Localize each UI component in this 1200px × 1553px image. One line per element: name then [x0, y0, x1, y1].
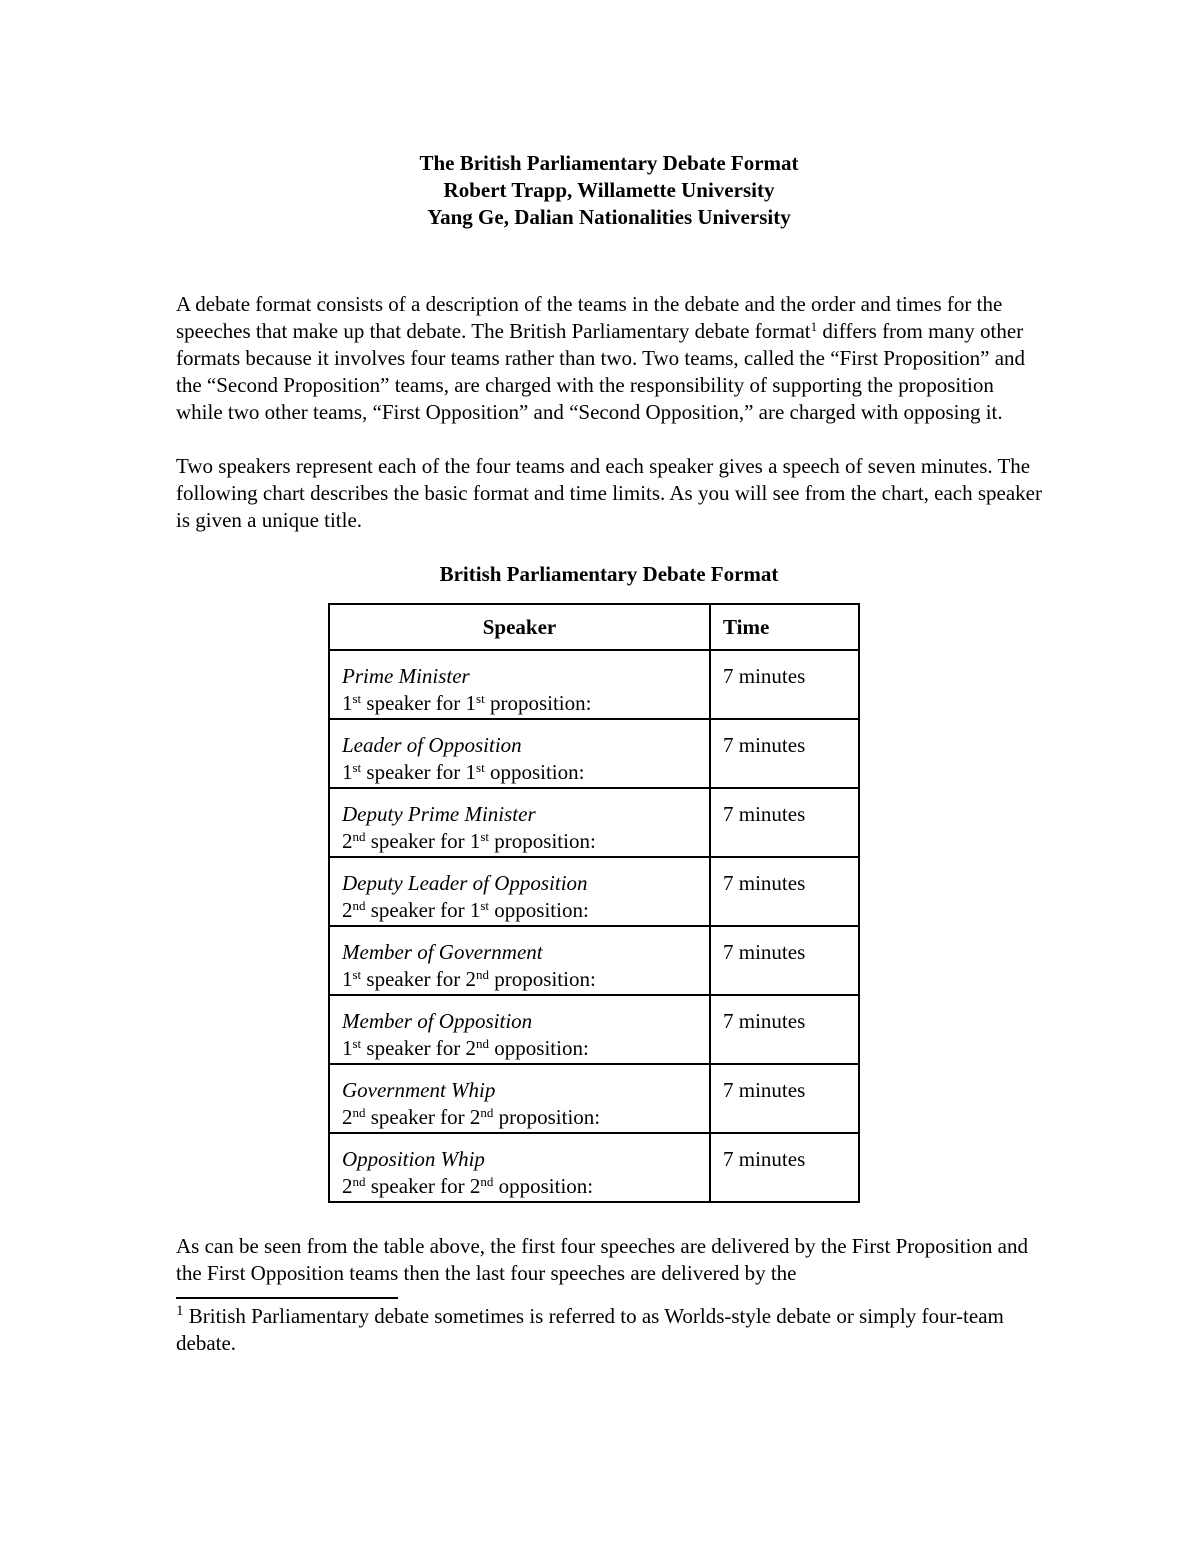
- speaker-order: 1: [342, 760, 353, 784]
- speaker-order: 2: [342, 898, 353, 922]
- speaker-for: speaker for: [361, 967, 466, 991]
- speaker-role: Member of Opposition: [342, 1009, 533, 1033]
- ordinal-suffix: st: [476, 691, 485, 706]
- team-order: 2: [469, 1174, 481, 1198]
- time-column-header: Time: [710, 604, 859, 650]
- speaker-order: 1: [342, 691, 353, 715]
- time-cell: 7 minutes: [710, 650, 859, 719]
- speaker-order: 2: [342, 1105, 353, 1129]
- speaker-for: speaker for: [365, 829, 470, 853]
- team-order: 1: [469, 829, 481, 853]
- speaker-for: speaker for: [361, 760, 466, 784]
- table-row: [329, 1064, 859, 1133]
- author-line-2: Yang Ge, Dalian Nationalities University: [427, 205, 791, 229]
- speaker-column-header: Speaker: [329, 604, 710, 650]
- speaker-description: [342, 690, 697, 717]
- ordinal-suffix: nd: [352, 898, 366, 913]
- intro-paragraph: [176, 291, 1042, 426]
- team-side: proposition:: [489, 967, 596, 991]
- speaker-cell: [329, 719, 710, 788]
- ordinal-suffix: nd: [480, 1174, 494, 1189]
- speaker-cell: [329, 1064, 710, 1133]
- table-row: [329, 1133, 859, 1202]
- speaker-cell: [329, 788, 710, 857]
- speaker-role: Opposition Whip: [342, 1147, 485, 1171]
- closing-paragraph: As can be seen from the table above, the first four speeches are delivered by the First Proposition and the First Opposition teams then the last four speeches are delivered by the: [176, 1234, 1028, 1285]
- document-page: [176, 150, 1042, 1357]
- ordinal-suffix: st: [480, 829, 490, 844]
- team-side: opposition:: [489, 898, 589, 922]
- speaker-order: 1: [342, 967, 353, 991]
- ordinal-suffix: st: [352, 967, 362, 982]
- speaker-role: Member of Government: [342, 940, 543, 964]
- ordinal-suffix: st: [476, 760, 485, 775]
- speaker-cell: [329, 1133, 710, 1202]
- ordinal-suffix: st: [352, 691, 362, 706]
- speaker-order: 1: [342, 1036, 353, 1060]
- team-side: opposition:: [493, 1174, 594, 1198]
- speaker-cell: [329, 650, 710, 719]
- speaker-cell: [329, 926, 710, 995]
- speaker-for: speaker for: [361, 1036, 466, 1060]
- intro-text-part2: differs from many other formats because it involves four teams rather than two. Two teams, called the “First Proposition” and the “Second Proposition” teams, are charged with the responsibility of supporting the proposition while two other teams, “First Opposition” and “Second Opposition,” are charged with opposing it.: [176, 319, 1026, 424]
- speaker-role: Leader of Opposition: [342, 733, 522, 757]
- speaker-for: speaker for: [361, 691, 466, 715]
- team-side: proposition:: [489, 829, 596, 853]
- ordinal-suffix: nd: [476, 967, 490, 982]
- time-cell: 7 minutes: [710, 719, 859, 788]
- table-header-row: [329, 604, 859, 650]
- speaker-role: Government Whip: [342, 1078, 496, 1102]
- team-order: 2: [465, 967, 477, 991]
- speaker-for: speaker for: [365, 898, 470, 922]
- footnote-divider: [176, 1297, 398, 1299]
- speaker-role: Prime Minister: [342, 664, 470, 688]
- time-cell: 7 minutes: [710, 857, 859, 926]
- speaker-for: speaker for: [365, 1174, 470, 1198]
- ordinal-suffix: st: [480, 898, 490, 913]
- table-row: [329, 788, 859, 857]
- footnote: [176, 1303, 1042, 1357]
- table-row: [329, 926, 859, 995]
- ordinal-suffix: nd: [352, 829, 366, 844]
- team-side: opposition:: [484, 760, 585, 784]
- team-side: proposition:: [493, 1105, 601, 1129]
- ordinal-suffix: st: [352, 760, 362, 775]
- speaker-description: [342, 759, 697, 786]
- ordinal-suffix: nd: [480, 1105, 494, 1120]
- footnote-number: 1: [176, 1303, 184, 1319]
- table-row: [329, 995, 859, 1064]
- intro-text-part1: A debate format consists of a description of the teams in the debate and the order and times for the speeches that make up that debate. The British Parliamentary debate format: [176, 292, 1003, 343]
- ordinal-suffix: nd: [476, 1036, 490, 1051]
- speaker-description: [342, 1173, 697, 1200]
- speaker-description: [342, 966, 697, 993]
- time-cell: 7 minutes: [710, 788, 859, 857]
- table-row: [329, 857, 859, 926]
- table-row: [329, 650, 859, 719]
- ordinal-suffix: nd: [352, 1105, 366, 1120]
- team-order: 2: [469, 1105, 481, 1129]
- speaker-role: Deputy Prime Minister: [342, 802, 536, 826]
- team-order: 1: [469, 898, 481, 922]
- speaker-cell: [329, 857, 710, 926]
- time-cell: 7 minutes: [710, 995, 859, 1064]
- team-side: opposition:: [489, 1036, 589, 1060]
- speaker-description: [342, 828, 697, 855]
- speaker-order: 2: [342, 1174, 353, 1198]
- table-title: British Parliamentary Debate Format: [439, 562, 779, 586]
- team-side: proposition:: [484, 691, 592, 715]
- speakers-paragraph: Two speakers represent each of the four teams and each speaker gives a speech of seven minutes. The following chart describes the basic format and time limits. As you will see from the chart, each speaker is given a unique title.: [176, 454, 1042, 532]
- speaker-cell: [329, 995, 710, 1064]
- footnote-text: British Parliamentary debate sometimes is referred to as Worlds-style debate or simply four-team debate.: [176, 1304, 1004, 1355]
- time-cell: 7 minutes: [710, 1064, 859, 1133]
- speaker-for: speaker for: [365, 1105, 470, 1129]
- ordinal-suffix: st: [352, 1036, 362, 1051]
- time-cell: 7 minutes: [710, 1133, 859, 1202]
- speaker-description: [342, 1035, 697, 1062]
- speaker-order: 2: [342, 829, 353, 853]
- team-order: 1: [465, 760, 477, 784]
- document-title: The British Parliamentary Debate Format: [419, 151, 799, 175]
- title-block: [176, 150, 1042, 231]
- time-cell: 7 minutes: [710, 926, 859, 995]
- ordinal-suffix: nd: [352, 1174, 366, 1189]
- debate-format-table: [328, 603, 860, 1203]
- speaker-role: Deputy Leader of Opposition: [342, 871, 588, 895]
- table-row: [329, 719, 859, 788]
- footnote-reference: 1: [810, 319, 818, 334]
- speaker-description: [342, 1104, 697, 1131]
- speaker-description: [342, 897, 697, 924]
- team-order: 1: [465, 691, 477, 715]
- team-order: 2: [465, 1036, 477, 1060]
- author-line-1: Robert Trapp, Willamette University: [443, 178, 775, 202]
